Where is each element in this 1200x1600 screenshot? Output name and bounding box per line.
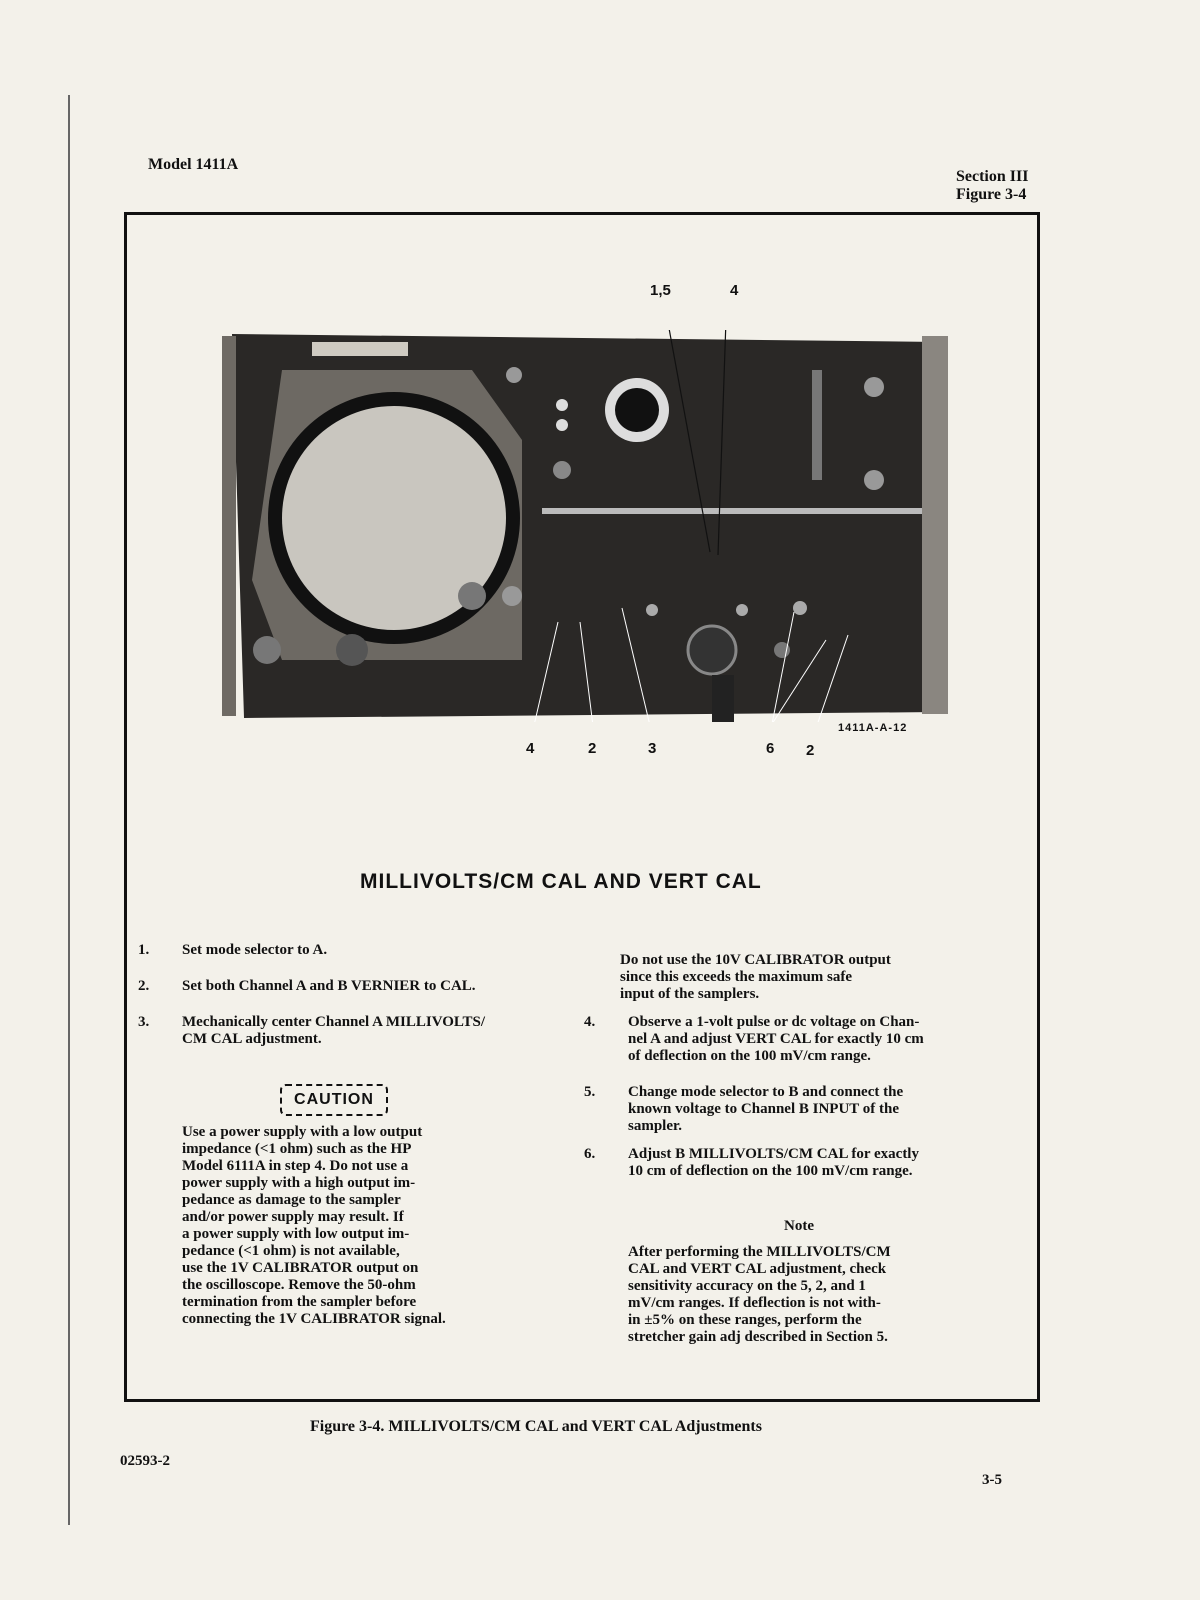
calibrator-warning xyxy=(620,952,891,1003)
step-1-number: 1. xyxy=(138,942,150,958)
step-3-line: Mechanically center Channel A MILLIVOLTS/ xyxy=(182,1014,486,1030)
caution-line: the oscilloscope. Remove the 50-ohm xyxy=(182,1277,416,1293)
step-5-line: sampler. xyxy=(628,1118,683,1134)
step-6-number: 6. xyxy=(584,1146,596,1162)
document-number: 02593-2 xyxy=(120,1453,170,1469)
caution-line: pedance (<1 ohm) is not available, xyxy=(182,1243,400,1259)
caution-line: connecting the 1V CALIBRATOR signal. xyxy=(182,1311,446,1327)
step-5-line: Change mode selector to B and connect the xyxy=(628,1084,904,1100)
step-5-line: known voltage to Channel B INPUT of the xyxy=(628,1101,900,1117)
page-frame-line xyxy=(68,95,70,1525)
caution-line: a power supply with low output im- xyxy=(182,1226,410,1242)
note-label: Note xyxy=(784,1218,814,1234)
note-text xyxy=(628,1244,891,1346)
oscilloscope-photo xyxy=(222,330,962,722)
callout-3-bottom: 3 xyxy=(648,740,657,757)
step-6-line: 10 cm of deflection on the 100 mV/cm range. xyxy=(628,1163,913,1179)
step-5-text xyxy=(628,1084,903,1135)
step-4-line: Observe a 1-volt pulse or dc voltage on Chan- xyxy=(628,1014,920,1030)
caution-text xyxy=(182,1124,446,1328)
step-2-text: Set both Channel A and B VERNIER to CAL. xyxy=(182,978,476,994)
callout-6-bottom: 6 xyxy=(766,740,775,757)
step-3-number: 3. xyxy=(138,1014,150,1030)
caution-line: pedance as damage to the sampler xyxy=(182,1192,401,1208)
callout-2-bottom: 2 xyxy=(588,740,597,757)
caution-line: power supply with a high output im- xyxy=(182,1175,416,1191)
warning-line: since this exceeds the maximum safe xyxy=(620,969,853,985)
model-header: Model 1411A xyxy=(148,156,239,173)
note-line: mV/cm ranges. If deflection is not with- xyxy=(628,1295,881,1311)
step-1-text: Set mode selector to A. xyxy=(182,942,328,958)
step-6-line: Adjust B MILLIVOLTS/CM CAL for exactly xyxy=(628,1146,919,1162)
caution-line: Use a power supply with a low output xyxy=(182,1124,423,1140)
step-2-number: 2. xyxy=(138,978,150,994)
note-line: After performing the MILLIVOLTS/CM xyxy=(628,1244,891,1260)
note-line: CAL and VERT CAL adjustment, check xyxy=(628,1261,887,1277)
step-4-line: of deflection on the 100 mV/cm range. xyxy=(628,1048,871,1064)
caution-label: CAUTION xyxy=(280,1084,388,1116)
figure-title: MILLIVOLTS/CM CAL AND VERT CAL xyxy=(360,870,762,893)
caution-line: use the 1V CALIBRATOR output on xyxy=(182,1260,419,1276)
caution-line: Model 6111A in step 4. Do not use a xyxy=(182,1158,409,1174)
note-line: stretcher gain adj described in Section 5. xyxy=(628,1329,888,1345)
section-header: Section III xyxy=(956,168,1029,185)
callout-4-bottom: 4 xyxy=(526,740,535,757)
step-4-number: 4. xyxy=(584,1014,596,1030)
step-5-number: 5. xyxy=(584,1084,596,1100)
warning-line: Do not use the 10V CALIBRATOR output xyxy=(620,952,891,968)
figure-ref-header: Figure 3-4 xyxy=(956,186,1027,203)
step-6-text xyxy=(628,1146,919,1180)
note-line: in ±5% on these ranges, perform the xyxy=(628,1312,862,1328)
callout-4-top: 4 xyxy=(730,282,739,299)
callout-1-5: 1,5 xyxy=(650,282,671,299)
page-number: 3-5 xyxy=(982,1472,1002,1488)
photo-code: 1411A-A-12 xyxy=(838,722,908,734)
note-line: sensitivity accuracy on the 5, 2, and 1 xyxy=(628,1278,866,1294)
caution-line: and/or power supply may result. If xyxy=(182,1209,404,1225)
caution-line: termination from the sampler before xyxy=(182,1294,417,1310)
step-4-line: nel A and adjust VERT CAL for exactly 10 cm xyxy=(628,1031,924,1047)
caution-line: impedance (<1 ohm) such as the HP xyxy=(182,1141,412,1157)
figure-caption: Figure 3-4. MILLIVOLTS/CM CAL and VERT CAL Adjustments xyxy=(310,1418,762,1435)
step-3-line: CM CAL adjustment. xyxy=(182,1031,322,1047)
warning-line: input of the samplers. xyxy=(620,986,760,1002)
step-3-text xyxy=(182,1014,485,1048)
callout-2-right: 2 xyxy=(806,742,815,759)
step-4-text xyxy=(628,1014,924,1065)
